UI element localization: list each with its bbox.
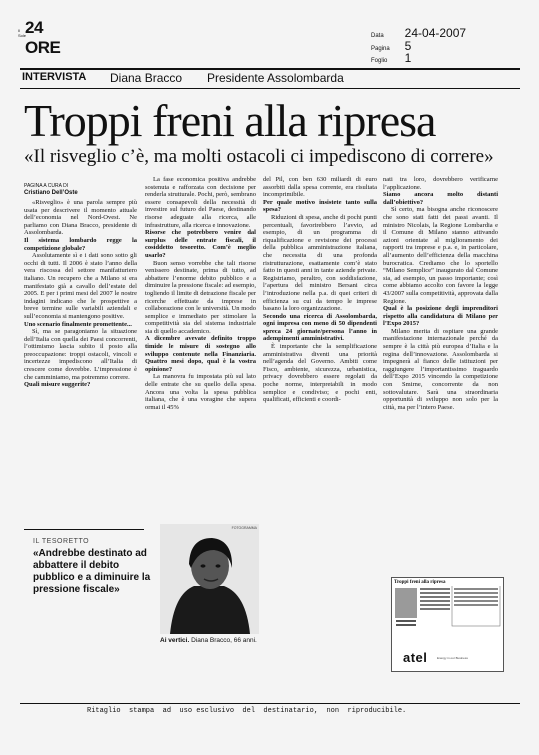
photo-credit: FOTOGRAMMA	[231, 526, 257, 530]
interviewee-role: Presidente Assolombarda	[207, 71, 344, 85]
page-label: Pagina	[371, 46, 390, 52]
question: Per quale motivo insistete tanto sulla spesa?	[263, 198, 377, 214]
sheet-label: Foglio	[371, 58, 388, 64]
question: Qual è la posizione degli imprenditori rispetto alla candidatura di Milano per l’Expo 2015?	[383, 305, 498, 328]
ad-tagline: Energy in our Business	[437, 656, 468, 660]
article-column-2	[145, 176, 256, 516]
interviewee-name: Diana Bracco	[110, 71, 183, 85]
article-column-3	[263, 176, 377, 516]
photo-caption	[160, 637, 257, 644]
masthead-logo: 24 ORE	[25, 18, 61, 57]
headline: Troppi freni alla ripresa	[24, 95, 436, 146]
date-value: 24-04-2007	[404, 26, 467, 40]
paragraph: È importante che la semplificazione amministrativa diventi una priorità nell’agenda del Governo. Ambiti come Fisco, ambiente, sicurezza, urbanistica, privacy dovrebbero essere regolati da poche norme, interpretabili in modo semplice e condiviso; e pochi enti, qualificati, efficienti e coordi-	[263, 343, 377, 404]
pull-quote	[33, 538, 163, 596]
caption-bold: Ai vertici.	[160, 637, 190, 644]
advertisement	[391, 577, 504, 672]
paragraph: Assolutamente sì e i dati sono sotto gli occhi di tutti. Il 2006 è stato l’anno della vera riscossa del settore manifatturiero italiano. Un recupero che a Milano si era manifestato già a cavallo dell’estate del 2005. E per i primi mesi del 2007 le nostre indagini indicano che le prospettive a breve termine sulle variabili aziendali e sull’economia si mantengono positive.	[24, 252, 137, 320]
section-label: INTERVISTA	[22, 71, 87, 83]
subheadline: «Il risveglio c’è, ma molti ostacoli ci impediscono di correre»	[24, 146, 494, 167]
ad-article-title: Troppi freni alla ripresa	[394, 580, 446, 585]
paragraph: La manovra fu impostata più sul lato delle entrate che su quello della spesa. Ancora una volta la spesa pubblica italiana, che è una voragine che supera ormai il 45%	[145, 373, 256, 411]
portrait-photo	[160, 524, 259, 634]
paragraph: Sì, ma se paragoniamo la situazione dell’Italia con quella dei Paesi concorrenti, l’ottimismo lascia subito il posto alla preoccupazione: troppi ostacoli, vincoli e incertezze impediscono all’Italia di crescere come dovrebbe. L’impressione è che camminiamo, ma potremmo correre.	[24, 328, 137, 381]
section-rule	[20, 88, 520, 89]
pull-quote-tag: IL TESORETTO	[33, 538, 90, 545]
footer-rule	[20, 703, 520, 704]
question: Uno scenario finalmente promettente...	[24, 320, 132, 328]
page-value: 5	[404, 39, 412, 53]
question: Risorse che potrebbero venire dal surplus delle entrate fiscali, il cosiddetto tesoretto. Com’è meglio usarlo?	[145, 229, 256, 259]
caption-text: Diana Bracco, 66 anni.	[189, 637, 257, 644]
paragraph: del Pil, con ben 630 miliardi di euro assorbiti dalla spesa corrente, era risultata incomprimibile.	[263, 176, 377, 199]
pull-quote-text: «Andrebbe destinato ad abbattere il debito pubblico e a diminuire la pressione fiscale»	[33, 548, 151, 595]
top-rule	[20, 68, 520, 70]
quote-rule	[24, 529, 144, 530]
article-column-1	[24, 199, 137, 511]
ad-thumbnail-graphic	[392, 586, 503, 656]
section-bar	[20, 71, 518, 87]
paragraph: nati tra loro, dovrebbero verificarne l’applicazione.	[383, 176, 498, 191]
date-label: Data	[371, 33, 384, 39]
paragraph: Riduzioni di spesa, anche di pochi punti percentuali, favorirebbero l’avvio, ad esempio, di un programma di riqualificazione e revisione dei processi della pubblica amministrazione italiana, che necessita di una profonda ristrutturazione, esattamente com’è stato fatto in questi anni in tante aziende private. Registriamo, peraltro, con soddisfazione, l’apertura del ministro Bersani circa l’introduzione nella p.a. di quei criteri di efficienza su cui da tempo le imprese basano la loro organizzazione.	[263, 213, 377, 313]
masthead-small-label: Il Sole	[18, 28, 27, 38]
paragraph: «Risveglio» è una parola sempre più usata per descrivere il momento attuale dell’economia nel Nord-Ovest. Ne parliamo con Diana Bracco, presidente di Assolombarda.	[24, 199, 137, 237]
question: A dicembre avevate definito troppo timide le misure di sostegno allo sviluppo contenute nella Finanziaria. Quattro mesi dopo, qual è la vostra opinione?	[145, 335, 256, 373]
byline	[24, 183, 78, 197]
question: Siamo ancora molto distanti dall’obiettivo?	[383, 191, 498, 206]
portrait-image	[160, 524, 259, 634]
paragraph: Milano merita di ospitare una grande manifestazione internazionale perché da sempre è la città più europea d’Italia e la regina dell’innovazione. Assolombarda si impegnerà al fianco delle istituzioni per raggiungere l’importantissimo traguardo dell’Expo 2015 vincendo la competizione con Smirne, concorrente da non sottovalutare. Sarà una straordinaria opportunità di sviluppo non solo per la città, ma per l’intero Paese.	[383, 327, 498, 411]
reproduction-notice: Ritaglio stampa ad uso esclusivo del destinatario, non riproducibile.	[87, 707, 407, 715]
question: Il sistema lombardo regge la competizione globale?	[24, 236, 137, 252]
paragraph: Buon senso vorrebbe che tali risorse venissero destinate, prima di tutto, ad abbattere l’enorme debito pubblico e a diminuire la pressione fiscale: ad esempio, togliendo il limite di detrazione fiscale per ricerche effettuate da imprese in collaborazione con le università. Un modo semplice e immediato per stimolare la competitività sia del sistema industriale sia di quello accademico.	[145, 259, 256, 335]
question: Secondo una ricerca di Assolombarda, ogni impresa con meno di 50 dipendenti spreca 24 giornate/persona l’anno in adempimenti amministrativi.	[263, 312, 377, 343]
byline-label: PAGINA A CURA DI	[24, 183, 69, 189]
article-column-4	[383, 176, 498, 561]
ad-brand-logo: atel	[403, 650, 428, 665]
paragraph: La fase economica positiva andrebbe sostenuta e rafforzata con decisione per renderla strutturale. Pochi, però, sembrano essere consapevoli della necessità di investire sul futuro del Paese, destinando risorse adeguate alla ricerca, alle infrastrutture, alla ricerca e innovazione.	[145, 176, 256, 229]
sheet-value: 1	[404, 51, 412, 65]
byline-author: Cristiano Dell’Oste	[24, 190, 78, 196]
paragraph: Sì certo, ma bisogna anche riconoscere che sono stati fatti dei passi avanti. Il ministro Nicolais, la Regione Lombardia e il Comune di Milano stanno attivando azioni orientate al miglioramento dei rapporti tra imprese e p.a. e, in particolare, all’aumento dell’efficienza della macchina burocratica. Crediamo che lo sportello “Milano Semplice” inaugurato dal Comune sia, ad esempio, un passo importante; così come abbiamo accolto con favore la legge 43/2007 sulla competitività, approvata dalla Regione.	[383, 206, 498, 305]
question: Quali misure suggerite?	[24, 381, 91, 389]
